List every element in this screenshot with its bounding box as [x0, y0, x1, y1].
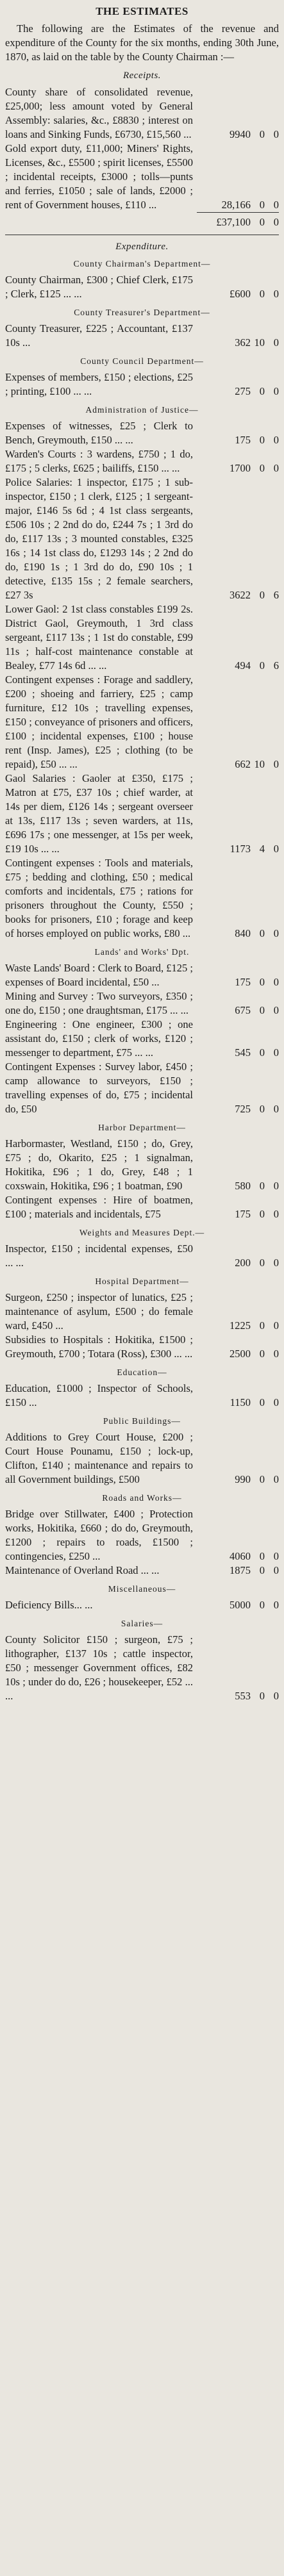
article-title: THE ESTIMATES — [96, 5, 188, 17]
amount-pounds: 5000 — [230, 1599, 251, 1611]
amount-shillings: 0 — [259, 1004, 265, 1016]
entry-amount — [197, 1003, 279, 1018]
expenditure-sections — [5, 259, 279, 1703]
entry-amount — [197, 128, 279, 142]
estimate-entry — [5, 961, 279, 989]
amount-pence: 0 — [273, 1208, 279, 1220]
estimate-entry — [5, 772, 279, 856]
estimate-entry — [5, 1060, 279, 1116]
department-heading: Harbor Department— — [98, 1123, 186, 1132]
amount-shillings: 0 — [259, 1396, 265, 1408]
amount-pence: 0 — [273, 385, 279, 397]
entry-description: Engineering : One engineer, £300 ; one assistant do, £150 ; clerk of works, £120 ; messenger to department, £75 ... ... — [5, 1018, 193, 1059]
amount-pounds: 4060 — [230, 1550, 251, 1562]
estimate-entry — [5, 1430, 279, 1487]
amount-pounds: 28,166 — [221, 199, 251, 211]
estimate-entry — [5, 856, 279, 941]
amount-pence: 0 — [273, 1348, 279, 1360]
entry-amount — [197, 975, 279, 989]
entry-description: Lower Gaol: 2 1st class constables £199 2s. District Gaol, Greymouth, 1 3rd class sergeant, £117 13s ; 1 1st do constable, £99 11s ; half-cost maintenance constable at Bealey, £77 14s 6d ... ... — [5, 603, 193, 672]
entry-description: Gaol Salaries : Gaoler at £350, £175 ; Matron at £75, £37 10s ; chief warder, at 14s per diem, £126 14s ; sergeant overseer at 13s, £117 13s ; seven warders, at 11s, £696 17s ; one messenger, at 15s per week, £19 10s ... ... — [5, 772, 193, 855]
estimate-entry — [5, 1598, 279, 1612]
entry-amount — [197, 1256, 279, 1270]
total-pounds: £37,100 — [216, 216, 251, 228]
estimate-entry — [5, 1193, 279, 1221]
entry-description: Subsidies to Hospitals : Hokitika, £1500 ; Greymouth, £700 ; Totara (Ross), £300 ... ... — [5, 1333, 193, 1360]
amount-shillings: 0 — [259, 1257, 265, 1269]
entry-amount — [197, 1564, 279, 1578]
amount-shillings: 0 — [259, 1103, 265, 1115]
amount-pounds: 494 — [235, 659, 251, 672]
estimate-entry — [5, 419, 279, 447]
amount-pounds: 200 — [235, 1257, 251, 1269]
amount-pence: 0 — [273, 1564, 279, 1576]
amount-pence: 0 — [273, 976, 279, 988]
entry-amount — [197, 927, 279, 941]
amount-pounds: 175 — [235, 434, 251, 446]
entry-amount — [197, 1347, 279, 1361]
estimate-entry — [5, 273, 279, 301]
entry-description: Warden's Courts : 3 wardens, £750 ; 1 do, £175 ; 5 clerks, £625 ; bailiffs, £150 ... ... — [5, 448, 193, 474]
department-heading: Miscellaneous— — [108, 1584, 176, 1594]
amount-pounds: 2500 — [230, 1348, 251, 1360]
entry-description: Maintenance of Overland Road ... ... — [5, 1564, 160, 1576]
amount-shillings: 0 — [259, 1599, 265, 1611]
department-heading: County Council Department— — [80, 356, 204, 366]
entry-amount — [197, 1396, 279, 1410]
entry-amount — [197, 384, 279, 399]
amount-pounds: 1173 — [230, 843, 251, 855]
amount-pounds: 840 — [235, 927, 251, 939]
amount-shillings: 0 — [259, 589, 265, 601]
amount-pounds: 1150 — [230, 1396, 251, 1408]
amount-pence: 0 — [273, 1690, 279, 1702]
amount-shillings: 0 — [259, 927, 265, 939]
entry-amount — [197, 1689, 279, 1703]
estimate-entry — [5, 673, 279, 772]
amount-pounds: 675 — [235, 1004, 251, 1016]
amount-shillings: 0 — [259, 128, 265, 140]
entry-description: Contingent expenses : Hire of boatmen, £100 ; materials and incidentals, £75 — [5, 1194, 193, 1220]
estimate-entry — [5, 1382, 279, 1410]
entry-description: Additions to Grey Court House, £200 ; Court House Pounamu, £150 ; lock-up, Clifton, £140 ; maintenance and repairs to all Government buildings, £500 — [5, 1431, 193, 1485]
entry-description: County Chairman, £300 ; Chief Clerk, £175 ; Clerk, £125 ... ... — [5, 274, 193, 300]
amount-pence: 0 — [273, 199, 279, 211]
amount-shillings: 0 — [259, 1564, 265, 1576]
amount-shillings: 0 — [259, 1319, 265, 1332]
amount-pence: 0 — [273, 1046, 279, 1059]
amount-shillings: 0 — [259, 1473, 265, 1485]
department-heading: County Chairman's Department— — [73, 259, 211, 268]
expenditure-heading: Expenditure. — [115, 242, 169, 252]
amount-pounds: £600 — [230, 288, 251, 300]
department-heading: Lands' and Works' Dpt. — [94, 947, 190, 957]
amount-shillings: 0 — [259, 1550, 265, 1562]
amount-shillings: 0 — [259, 434, 265, 446]
estimate-entry — [5, 989, 279, 1018]
amount-shillings: 0 — [259, 1348, 265, 1360]
amount-shillings: 0 — [259, 199, 265, 211]
estimate-entry — [5, 142, 279, 212]
estimate-entry — [5, 1507, 279, 1564]
amount-pounds: 1700 — [230, 462, 251, 474]
entry-amount — [197, 461, 279, 475]
amount-pounds: 990 — [235, 1473, 251, 1485]
receipts-list — [5, 85, 279, 212]
entry-amount — [197, 336, 279, 350]
amount-shillings: 0 — [259, 1690, 265, 1702]
entry-amount — [197, 1207, 279, 1221]
amount-pounds: 1225 — [230, 1319, 251, 1332]
entry-amount — [197, 1102, 279, 1116]
amount-pounds: 175 — [235, 976, 251, 988]
entry-amount — [197, 1179, 279, 1193]
entry-amount — [197, 1046, 279, 1060]
entry-amount — [197, 433, 279, 447]
entry-amount — [197, 198, 279, 212]
amount-shillings: 0 — [259, 1046, 265, 1059]
entry-description: Waste Lands' Board : Clerk to Board, £125 ; expenses of Board incidental, £50 ... — [5, 962, 193, 988]
department-heading: Education— — [117, 1367, 167, 1377]
entry-amount — [197, 1598, 279, 1612]
department-heading: Hospital Department— — [95, 1276, 189, 1286]
amount-shillings: 0 — [259, 462, 265, 474]
entry-description: Expenses of members, £150 ; elections, £25 ; printing, £100 ... ... — [5, 371, 193, 397]
department-heading: Roads and Works— — [102, 1493, 182, 1503]
entry-amount — [197, 588, 279, 602]
amount-pounds: 580 — [235, 1180, 251, 1192]
estimate-entry — [5, 370, 279, 399]
entry-description: Expenses of witnesses, £25 ; Clerk to Bench, Greymouth, £150 ... ... — [5, 420, 193, 446]
entry-amount — [197, 1549, 279, 1564]
entry-description: Bridge over Stillwater, £400 ; Protection works, Hokitika, £660 ; do do, Greymouth, £1200 ; repairs to roads, £1500 ; contingencies, £250 ... — [5, 1508, 193, 1562]
amount-pounds: 725 — [235, 1103, 251, 1115]
entry-amount — [197, 757, 279, 772]
amount-pence: 0 — [273, 288, 279, 300]
entry-description: County Treasurer, £225 ; Accountant, £137 10s ... — [5, 322, 193, 349]
amount-pounds: 9940 — [230, 128, 251, 140]
amount-shillings: 0 — [259, 1180, 265, 1192]
entry-description: Inspector, £150 ; incidental expenses, £50 ... ... — [5, 1243, 193, 1269]
estimate-entry — [5, 1633, 279, 1703]
entry-description: Deficiency Bills... ... — [5, 1599, 93, 1611]
entry-description: County Solicitor £150 ; surgeon, £75 ; lithographer, £137 10s ; cattle inspector, £50 ; messenger Government offices, £82 10s ; under do do, £26 ; housekeeper, £52 ... ... — [5, 1633, 193, 1702]
total-pence: 0 — [273, 216, 279, 228]
estimate-entry — [5, 1018, 279, 1060]
amount-pence: 6 — [273, 659, 279, 672]
receipts-total — [5, 215, 279, 229]
amount-pence: 0 — [273, 1180, 279, 1192]
entry-amount — [197, 1473, 279, 1487]
department-heading: County Treasurer's Department— — [74, 308, 210, 317]
amount-shillings: 10 — [254, 336, 265, 349]
amount-shillings: 0 — [259, 1208, 265, 1220]
entry-description: Gold export duty, £11,000; Miners' Rights, Licenses, &c., £5500 ; spirit licenses, £5500 ; incidental receipts, £3000 ; tolls—punts and ferries, £1050 ; sale of lands, £2000 ; rent of Government houses, £110 ... — [5, 142, 193, 211]
entry-description: Police Salaries: 1 inspector, £175 ; 1 sub-inspector, £150 ; 1 clerk, £125 ; 1 sergeant-major, £146 5s 6d ; 4 1st class sergeants, £506 10s ; 2 2nd do do, £244 7s ; 1 3rd do do, £117 13s ; 3 mounted constables, £325 16s ; 14 1st class do, £1293 14s ; 2 2nd do do, £190 1s ; 1 3rd do do, £90 10s ; 1 detective, £135 15s ; 2 female searchers, £27 3s — [5, 476, 193, 601]
estimate-entry — [5, 475, 279, 602]
amount-pence: 0 — [273, 1257, 279, 1269]
amount-pence: 0 — [273, 1319, 279, 1332]
amount-pounds: 545 — [235, 1046, 251, 1059]
amount-shillings: 10 — [254, 758, 265, 770]
amount-pence: 0 — [273, 758, 279, 770]
estimate-entry — [5, 447, 279, 475]
amount-pence: 0 — [273, 927, 279, 939]
entry-description: Surgeon, £250 ; inspector of lunatics, £25 ; maintenance of asylum, £500 ; do female ward, £450 ... — [5, 1291, 193, 1332]
amount-shillings: 0 — [259, 288, 265, 300]
amount-shillings: 0 — [259, 659, 265, 672]
entry-description: Contingent expenses : Forage and saddlery, £200 ; shoeing and farriery, £25 ; camp furniture, £12 10s ; travelling expenses, £150 ; conveyance of prisoners and officers, £100 ; incidental expenses, £100 ; house rent (Insp. James), £25 ; clothing (to be repaid), £50 ... ... — [5, 673, 193, 770]
total-rule — [197, 212, 279, 213]
amount-shillings: 0 — [259, 976, 265, 988]
total-shillings: 0 — [259, 216, 265, 228]
department-heading: Public Buildings— — [103, 1416, 181, 1426]
amount-pence: 0 — [273, 128, 279, 140]
amount-shillings: 0 — [259, 385, 265, 397]
estimate-entry — [5, 1333, 279, 1361]
amount-pence: 0 — [273, 462, 279, 474]
amount-pence: 0 — [273, 336, 279, 349]
entry-amount — [197, 1319, 279, 1333]
amount-pence: 0 — [273, 1473, 279, 1485]
estimate-entry — [5, 1291, 279, 1333]
amount-pence: 6 — [273, 589, 279, 601]
estimate-entry — [5, 85, 279, 142]
amount-pence: 0 — [273, 1599, 279, 1611]
amount-pence: 0 — [273, 434, 279, 446]
entry-amount — [197, 659, 279, 673]
amount-pence: 0 — [273, 1103, 279, 1115]
department-heading: Salaries— — [121, 1619, 163, 1628]
amount-pence: 0 — [273, 1396, 279, 1408]
department-heading: Weights and Measures Dept.— — [79, 1228, 205, 1237]
amount-pounds: 553 — [235, 1690, 251, 1702]
amount-pence: 0 — [273, 1550, 279, 1562]
entry-description: Education, £1000 ; Inspector of Schools, £150 ... — [5, 1382, 193, 1408]
estimate-entry — [5, 322, 279, 350]
amount-pounds: 362 — [235, 336, 251, 349]
amount-pounds: 175 — [235, 1208, 251, 1220]
entry-description: Contingent expenses : Tools and materials, £75 ; bedding and clothing, £50 ; medical comforts and incidentals, £75 ; rations for prisoners throughout the County, £550 ; books for prisoners, £10 ; forage and keep of horses employed on public works, £80 ... — [5, 857, 193, 939]
amount-shillings: 4 — [259, 843, 265, 855]
estimate-entry — [5, 1137, 279, 1193]
estimate-entry — [5, 1242, 279, 1270]
amount-pounds: 662 — [235, 758, 251, 770]
amount-pence: 0 — [273, 843, 279, 855]
entry-description: Mining and Survey : Two surveyors, £350 ; one do, £150 ; one draughtsman, £175 ... ... — [5, 990, 193, 1016]
receipts-heading: Receipts. — [122, 70, 162, 81]
entry-description: County share of consolidated revenue, £25,000; less amount voted by General Assembly: salaries, &c., £8830 ; interest on loans and Sinking Funds, £6730, £15,560 ... — [5, 86, 193, 140]
entry-amount — [197, 842, 279, 856]
estimate-entry — [5, 602, 279, 673]
amount-pounds: 3622 — [230, 589, 251, 601]
entry-description: Harbormaster, Westland, £150 ; do, Grey, £75 ; do, Okarito, £25 ; 1 signalman, Hokitika, £96 ; 1 do, Grey, £48 ; 1 coxswain, Hokitika, £96 ; 1 boatman, £90 — [5, 1137, 193, 1192]
article-intro: The following are the Estimates of the revenue and expenditure of the County for the six months, ending 30th June, 1870, as laid on the table by the County Chairman :— — [5, 22, 279, 63]
estimate-entry — [5, 1564, 279, 1578]
entry-description: Contingent Expenses : Survey labor, £450 ; camp allowance to surveyors, £150 ; travelling expenses of do, £75 ; incidental do, £50 — [5, 1061, 193, 1115]
entry-amount — [197, 287, 279, 301]
amount-pounds: 275 — [235, 385, 251, 397]
amount-pence: 0 — [273, 1004, 279, 1016]
department-heading: Administration of Justice— — [85, 405, 199, 415]
amount-pounds: 1875 — [230, 1564, 251, 1576]
